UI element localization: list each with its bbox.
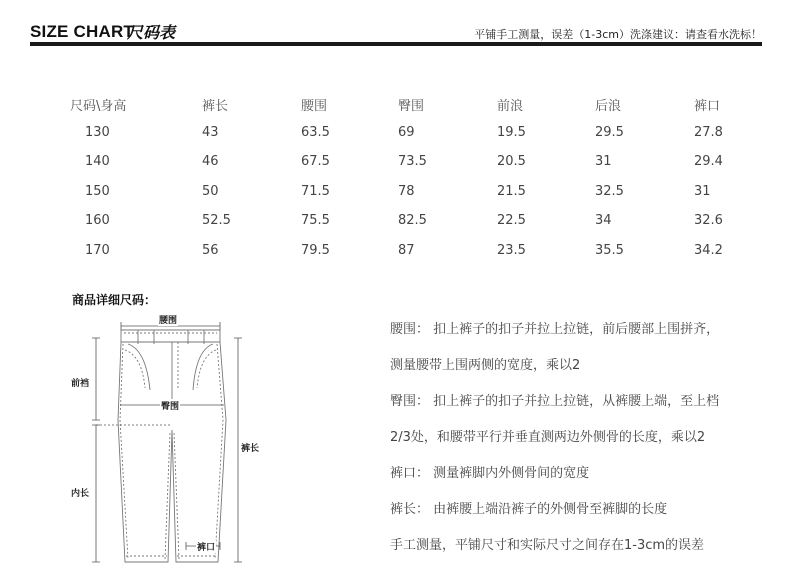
- table-cell: 35.5: [595, 242, 624, 258]
- table-cell: 63.5: [301, 124, 330, 140]
- column-header: 腰围: [301, 99, 328, 114]
- desc-length: 裤长： 由裤腰上端沿裤子的外侧骨至裤脚的长度: [390, 502, 668, 517]
- table-cell: 21.5: [497, 183, 526, 199]
- table-cell: 32.5: [595, 183, 624, 199]
- table-cell: 87: [398, 242, 415, 258]
- table-cell: 140: [85, 154, 110, 169]
- table-cell: 79.5: [301, 242, 330, 258]
- table-cell: 130: [85, 124, 110, 140]
- table-cell: 52.5: [202, 213, 231, 228]
- desc-hem: 裤口： 测量裤脚内外侧骨间的宽度: [390, 466, 590, 481]
- column-header: 后浪: [595, 99, 622, 114]
- length-label: 裤长: [240, 441, 260, 454]
- table-row: [70, 125, 770, 155]
- table-cell: 46: [202, 154, 219, 169]
- table-cell: 19.5: [497, 124, 526, 140]
- table-row: [70, 213, 770, 243]
- column-header: 臀围: [398, 99, 425, 114]
- desc-hip: 臀围： 扣上裤子的扣子并拉上拉链，从裤腰上端，至上档: [390, 394, 720, 409]
- table-cell: 56: [202, 242, 219, 258]
- table-cell: 23.5: [497, 242, 526, 258]
- table-cell: 67.5: [301, 154, 330, 169]
- table-cell: 170: [85, 242, 110, 258]
- table-row: [70, 154, 770, 184]
- table-cell: 31: [595, 154, 612, 169]
- table-cell: 69: [398, 124, 415, 140]
- header-divider: [30, 42, 762, 46]
- table-cell: 22.5: [497, 213, 526, 228]
- measurement-note: 平铺手工测量，误差（1-3cm）洗涤建议：请查看水洗标！: [474, 28, 762, 41]
- pants-outline: [68, 310, 268, 569]
- table-cell: 31: [694, 183, 711, 199]
- table-cell: 82.5: [398, 213, 427, 228]
- table-cell: 78: [398, 183, 415, 199]
- table-cell: 150: [85, 183, 110, 199]
- desc-error-note: 手工测量，平铺尺寸和实际尺寸之间存在1-3cm的误差: [390, 538, 705, 553]
- table-cell: 34: [595, 213, 612, 228]
- table-cell: 32.6: [694, 213, 723, 228]
- table-cell: 160: [85, 213, 110, 228]
- hip-label: 臀围: [160, 399, 180, 412]
- table-row: [70, 184, 770, 214]
- size-chart-title-cn: 尺码表: [127, 23, 176, 42]
- table-cell: 73.5: [398, 154, 427, 169]
- table-row: [70, 243, 770, 273]
- column-header: 前浪: [497, 99, 524, 114]
- waist-label: 腰围: [158, 313, 178, 326]
- table-cell: 29.4: [694, 154, 723, 169]
- table-cell: 43: [202, 124, 219, 140]
- size-table: [70, 95, 770, 272]
- inseam-label: 内长: [70, 486, 90, 499]
- desc-waist: 腰围： 扣上裤子的扣子并拉上拉链，前后腰部上围拼齐，: [390, 322, 720, 337]
- detail-title: 商品详细尺码：: [72, 293, 157, 307]
- table-cell: 34.2: [694, 242, 723, 258]
- front-rise-label: 前裆: [70, 376, 90, 389]
- column-header: 裤口: [694, 99, 721, 114]
- table-cell: 29.5: [595, 124, 624, 140]
- table-header-row: [70, 95, 770, 125]
- column-header: 裤长: [202, 99, 229, 114]
- pants-diagram: [68, 310, 268, 569]
- table-cell: 27.8: [694, 124, 723, 140]
- hem-label: 裤口: [196, 540, 216, 553]
- desc-waist-cont: 测量腰带上围两侧的宽度，乘以2: [390, 358, 581, 373]
- size-chart-title: SIZE CHART: [30, 22, 134, 41]
- column-header: 尺码\身高: [70, 99, 127, 114]
- table-cell: 20.5: [497, 154, 526, 169]
- table-cell: 50: [202, 183, 219, 199]
- table-cell: 71.5: [301, 183, 330, 199]
- desc-hip-cont: 2/3处，和腰带平行并垂直测两边外侧骨的长度，乘以2: [390, 430, 706, 445]
- table-cell: 75.5: [301, 213, 330, 228]
